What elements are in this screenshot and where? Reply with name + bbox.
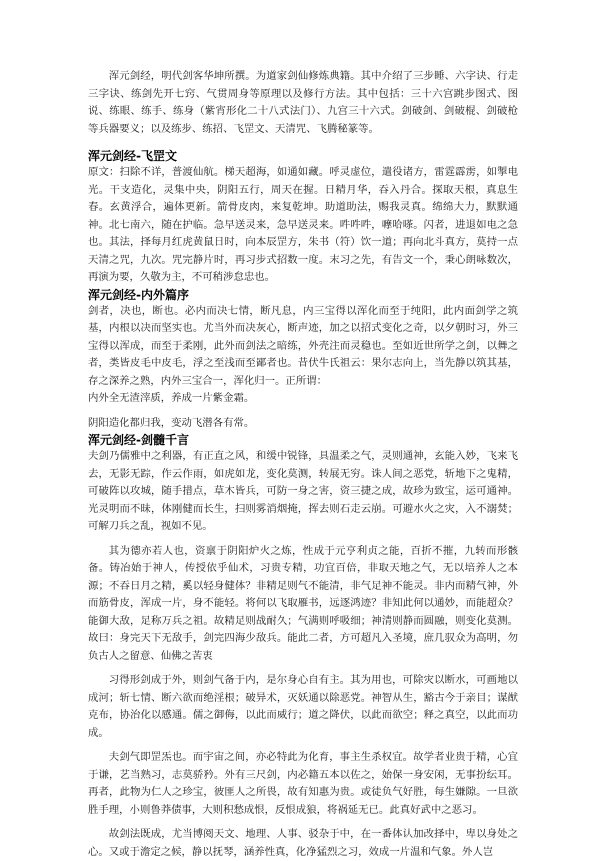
spacer: [88, 819, 518, 826]
section-jiansui-text-2: 其为德亦若人也，资禀于阴阳炉火之炼，性成于元亨利贞之能，百折不摧，九转而形骸备。铸冶始于神人，传授依乎仙术，习贵专精，功宜百倍，非取天地之气，无以培养人之本源；不吞日月之精，奚以轻身健体？非精足则气不能清，非气足神不能灵。非内而精气神，外而筋骨皮，浑成一片，身不能轻。将何以飞取雁书，远逐鸿迹？非知此何以通妙，而能超众？能御大敌，足称万兵之祖。故精足则战耐久；气满则呼吸细；神清则静而圆融，则变化莫测。故曰：身完天下无敌手，剑完四海少敌兵。能此二者，方可超凡入圣境，庶几驭众为高明，勿负古人之留意、仙佛之苦衷: [88, 544, 518, 662]
spacer: [88, 665, 518, 672]
spacer: [88, 408, 518, 415]
section-neiwai-text: 剑者，决也，断也。必内而决七情，断凡息，内三宝得以浑化而至于纯阳，此内面剑学之筑基，内根以决而坚实也。尤当外而决灰心，断声迹，加之以招式变化之奇，以夕朝时习，外三宝得以浑成，而至于柔刚，此外而剑法之暗练，外壳注而灵稳也。至如近世所学之剑，以舞之者，类皆皮毛中皮毛，浮之至浅而至鄙者也。昔伏牛氏祖云：果尔志向上，当先静以筑其基，存之深养之熟，内外三宝合一，浑化归一。正所谓：: [88, 304, 518, 387]
section-feigang-text: 原文：扫除不详，普渡仙航。梯天超海，如通如藏。呼灵虚位，遣役诸方，雷霆霹雳，如掣电光。干支造化，灵集中央，阴阳五行，周天在握。日精月华，吞入丹合。探取天根，真息生春。玄黄浮合，遍体更新。箭骨皮肉，来复乾坤。助道助法，赐我灵真。绵绵大力，默默通神。北七南六，随在护临。急早送灵来，急早送灵来。吽吽吽，嚤哈嗏。闪者，进退如电之急也。其法，择每月红虎黄鼠日时，向本辰罡方，朱书（符）饮一道；再向北斗真方，莫持一点天清之咒，九次。咒完静片时，再习步式招数一度。末习之先，有告文一个，秉心朗咏数次，再演为要，久敬为主，不可稍涉怠忠也。: [88, 166, 518, 283]
section-title-jiansui: 浑元剑经-剑髓千言: [88, 433, 189, 447]
spacer: [88, 742, 518, 749]
poem-line-1: 内外全无渣滓质，养成一片紫金霜。: [88, 392, 255, 404]
spacer: [88, 536, 518, 543]
section-title-neiwai: 浑元剑经-内外篇序: [88, 287, 189, 302]
section-jiansui-text-3: 习得形剑成于外，则剑气备于内，是尔身心自有主。其为用也，可除灾以断水，可画地以成河；斩七情、断六欲而绝淫根；破异术，灭妖通以除恶党。神智从生，豁古今于亲目；谋猷克布，协治化以感通。儒之御侮，以此而威行；道之降伏，以此而欲空；释之真空，以此而功成。: [88, 674, 518, 739]
section-jiansui-text-4: 夫剑气即罡炁也。而宇宙之间，亦必特此为化育，事主生杀权宜。故学者业贵于精，心宜于谦，艺当熟习，志莫骄矜。外有三尺剑，内必籍五本以佐之，始保一身安闲，无事扮纭耳。再者，此物为仁人之珍宝，彼匪人之所畏，故有知惠为贵。或徒负气好胜，每生嫌隙。一旦欲胜手理，小则鲁莽债事，大则积愁成恨，反恨成狼，将祸延无已。此真好武中之恶习。: [88, 751, 518, 816]
section-jiansui-text-1: 夫剑乃儒雅中之利器，有正直之风，和缓中锐锋，具温柔之气，灵则通神，玄能入妙，飞来飞去，无影无踪，作云作雨，如虎如龙，变化莫测，转展无穷。诛人间之恶党，斩地下之鬼精，可破阵以攻城，随手措点，草木皆兵，可防一身之害，资三捷之成，故珍为致宝，运可通神。光灵明而不昧，体刚健而长生，扫则雾消烟掩，挥去则石走云崩。可避水火之灾，入不溺焚；可解刀兵之乱，视如不见。: [88, 450, 518, 532]
spacer: [88, 138, 518, 148]
document-page: [88, 68, 518, 861]
poem-line-2: 阴阳造化都归我，变动飞潜各有常。: [88, 416, 255, 429]
section-title-feigang: 浑元剑经-飞罡文: [88, 149, 177, 163]
section-jiansui-text-5: 故剑法既成，尤当博阅天文、地理、人事、驳杂于中，在一番体认加改择中，卑以身处之心。又或于澹定之候，静以抚琴，涵养性真，化净猛烈之习，效成一片温和气象。外人岂: [88, 828, 518, 858]
intro-paragraph: 浑元剑经，明代剑客华坤所撰。为道家剑仙修炼典籍。其中介绍了三步睡、六字诀、行走三字诀、练剑先开七窍、气贯周身等原理以及修行方法。其中包括：三十六宫跳步图式、图说、练眼、练手、练身（紫宵形化二十八式法门）、九宫三十六式。剑破剑、剑破棍、剑破枪等兵器要义；以及练步、练招、飞罡文、天清咒、飞腾秘篆等。: [88, 70, 518, 135]
